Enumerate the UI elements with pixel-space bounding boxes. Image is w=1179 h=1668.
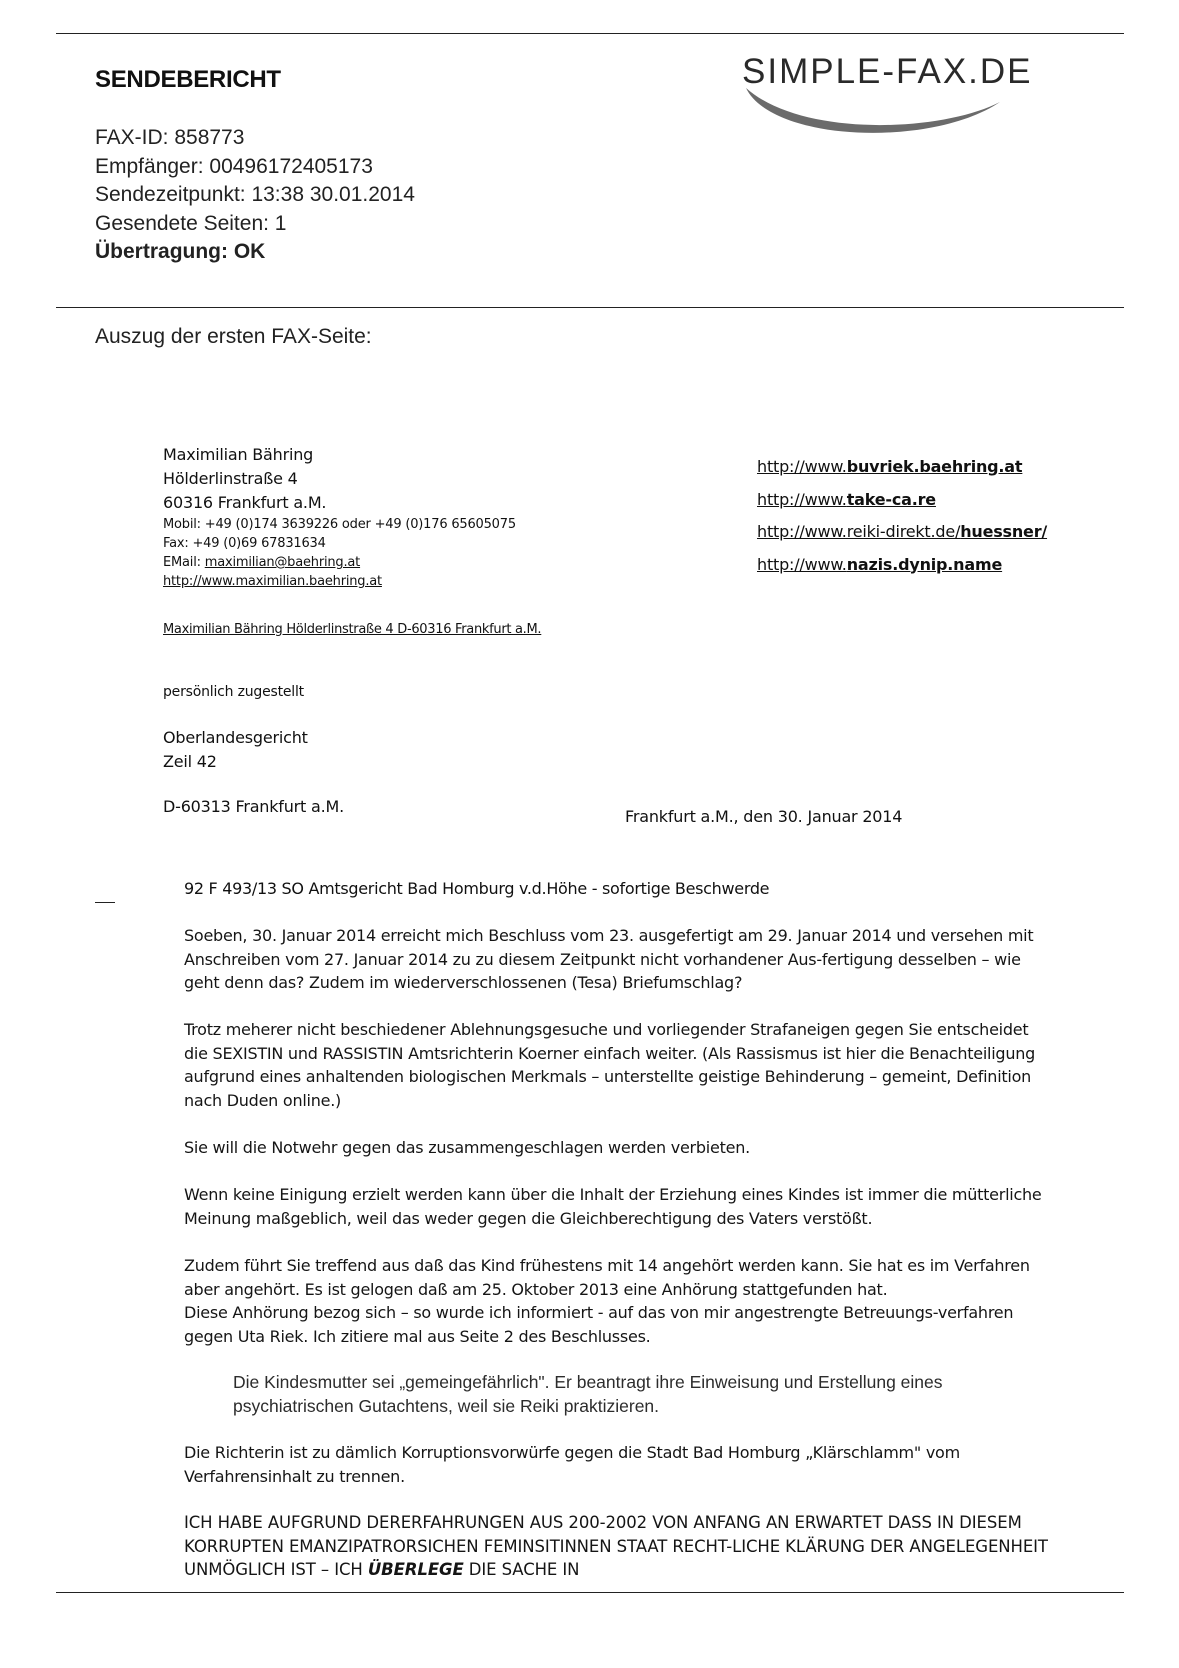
report-meta: [95, 124, 415, 267]
delivery-note: persönlich zugestellt: [163, 684, 304, 700]
fax-id: FAX-ID: 858773: [95, 126, 245, 149]
recipient-city: D-60313 Frankfurt a.M.: [163, 797, 344, 816]
sender-street: Hölderlinstraße 4: [163, 469, 298, 488]
letter-date: Frankfurt a.M., den 30. Januar 2014: [625, 807, 903, 826]
links-block: [757, 451, 1047, 581]
letter-subject: 92 F 493/13 SO Amtsgericht Bad Homburg v.d.Höhe - sofortige Beschwerde: [184, 879, 770, 898]
recipient-number: Empfänger: 00496172405173: [95, 154, 373, 178]
paragraph-3: Sie will die Notwehr gegen das zusammengeschlagen werden verbieten.: [184, 1138, 750, 1157]
report-title: SENDEBERICHT: [95, 66, 281, 93]
paragraph-5-emphasis: Diese Anhörung bezog sich – so wurde ich informiert - auf das von mir angestrengte Betreuungs-verfahren gegen Uta Riek. Ich zitiere mal aus Seite 2 des Beschlusses.: [184, 1303, 1014, 1346]
fold-mark: [95, 902, 115, 903]
sender-name: Maximilian Bähring: [163, 445, 314, 464]
top-divider: [56, 33, 1124, 34]
link-take-ca[interactable]: http://www.take-ca.re: [757, 489, 936, 509]
section-divider: [56, 307, 1124, 308]
recipient-address: [163, 726, 308, 774]
sender-website-link[interactable]: http://www.maximilian.baehring.at: [163, 574, 382, 589]
link-buvriek[interactable]: http://www.buvriek.baehring.at: [757, 457, 1023, 476]
paragraph-6: Die Richterin ist zu dämlich Korruptionsvorwürfe gegen die Stadt Bad Homburg „Klärschlamm" vom Verfahrensinhalt zu trennen.: [184, 1443, 960, 1486]
sender-email-label: EMail:: [163, 555, 205, 570]
caps-paragraph-emphasis: ÜBERLEGE: [367, 1560, 464, 1579]
bottom-divider: [56, 1592, 1124, 1593]
sender-mobile: Mobil: +49 (0)174 3639226 oder +49 (0)176 65605075: [163, 517, 516, 532]
simple-fax-logo: [742, 52, 1102, 140]
pages-sent: Gesendete Seiten: 1: [95, 211, 287, 235]
paragraph-4: Wenn keine Einigung erzielt werden kann über die Inhalt der Erziehung eines Kindes ist immer die mütterliche Meinung maßgeblich, weil das weder gegen die Gleichberechtigung des Vaters verstößt.: [184, 1185, 1042, 1228]
paragraph-2: Trotz meherer nicht beschiedener Ablehnungsgesuche und vorliegender Strafaneigen gegen Sie entscheidet die SEXISTIN und RASSISTIN Amtsrichterin Koerner einfach weiter. (Als Rassismus ist hier die Benachteiligung aufgrund eines anhaltenden biologischen Merkmals – unterstellte geistige Behinderung – gemeint, Definition nach Duden online.): [184, 1020, 1035, 1110]
return-address: Maximilian Bähring Hölderlinstraße 4 D-60316 Frankfurt a.M.: [163, 622, 542, 637]
recipient-street: Zeil 42: [163, 752, 217, 771]
sender-email-row: [163, 553, 516, 572]
excerpt-label: Auszug der ersten FAX-Seite:: [95, 325, 372, 348]
link-nazis-dynip[interactable]: http://www.nazis.dynip.name: [757, 554, 1003, 574]
sender-email-link[interactable]: maximilian@baehring.at: [204, 555, 361, 570]
paragraph-5: Zudem führt Sie treffend aus daß das Kind frühestens mit 14 angehört werden kann. Sie hat es im Verfahren aber angehört. Es ist gelogen daß am 25. Oktober 2013 eine Anhörung stattgefunden hat.: [184, 1256, 1030, 1299]
paragraph-1: Soeben, 30. Januar 2014 erreicht mich Beschluss vom 23. ausgefertigt am 29. Januar 2014 und versehen mit Anschreiben vom 27. Januar 2014 zu zu diesem Zeitpunkt nicht vorhandener Aus-fertigung desselben – wie geht denn das? Zudem im wiederverschlossenen (Tesa) Briefumschlag?: [184, 926, 1034, 992]
transmission-status: Übertragung: OK: [95, 240, 266, 264]
logo-text: SIMPLE-FAX.DE: [742, 52, 1033, 91]
sender-block: [163, 443, 516, 591]
link-reiki-direkt[interactable]: http://www.reiki-direkt.de/huessner/: [757, 522, 1048, 541]
send-time: Sendezeitpunkt: 13:38 30.01.2014: [95, 183, 415, 207]
caps-paragraph: [184, 1511, 1054, 1582]
sender-city: 60316 Frankfurt a.M.: [163, 493, 327, 512]
caps-paragraph-start: ICH HABE AUFGRUND DERERFAHRUNGEN AUS 200-2002 VON ANFANG AN ERWARTET DASS IN DIESEM KORRUPTEN EMANZIPATRORSICHEN FEMINSITINNEN STAAT RECHT-LICHE KLÄRUNG DER ANGELEGENHEIT UNMÖGLICH IST – ICH: [184, 1513, 1048, 1579]
caps-paragraph-end: DIE SACHE IN: [463, 1560, 580, 1579]
sender-fax: Fax: +49 (0)69 67831634: [163, 536, 326, 551]
recipient-name: Oberlandesgericht: [163, 728, 308, 747]
quoted-passage: Die Kindesmutter sei „gemeingefährlich". Er beantragt ihre Einweisung und Erstellung eines psychiatrischen Gutachtens, weil sie Reiki praktizieren.: [233, 1372, 943, 1416]
